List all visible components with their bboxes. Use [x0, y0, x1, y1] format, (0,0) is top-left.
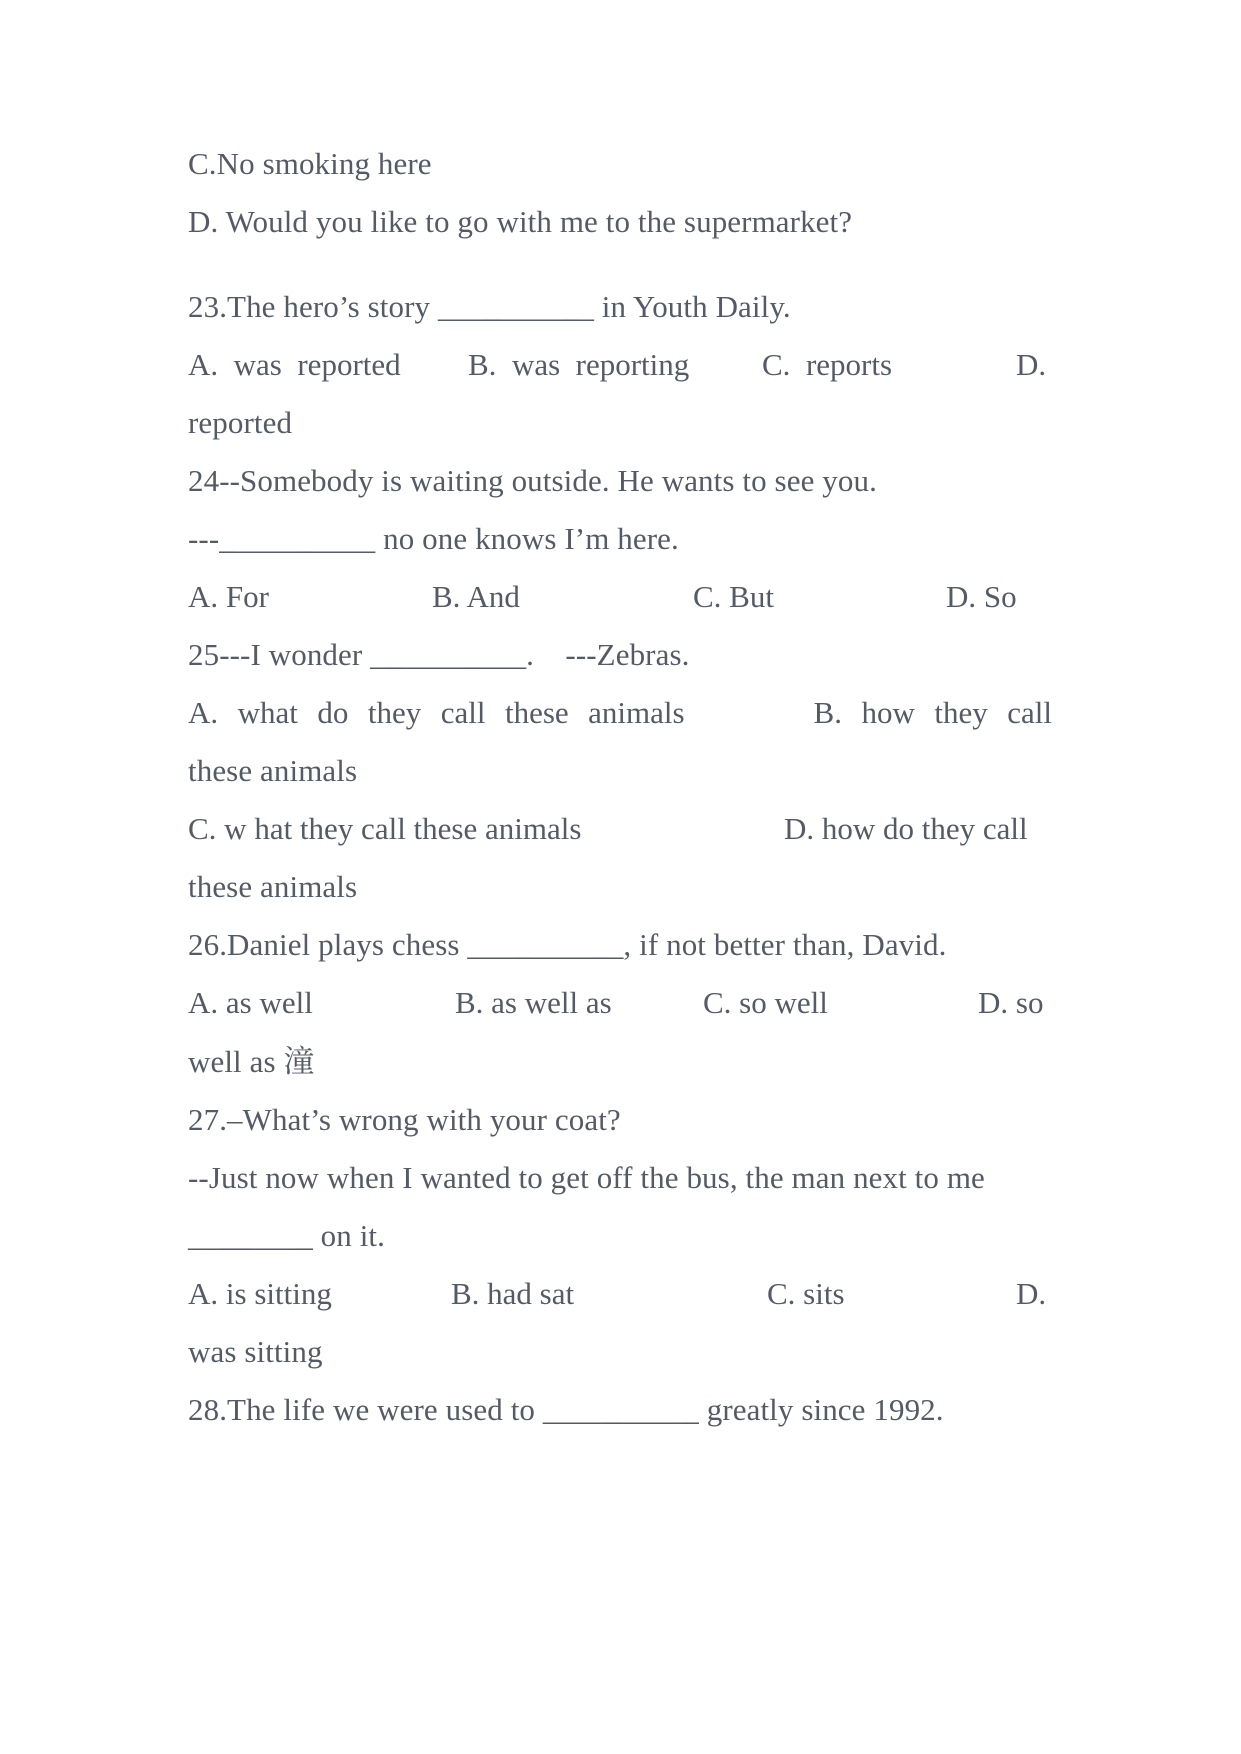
q25-a-6: these — [504, 695, 569, 730]
question-23: 23.The hero’s story __________ in Youth Daily. — [188, 289, 791, 324]
question-27-reply: --Just now when I wanted to get off the bus, the man next to me — [188, 1160, 985, 1195]
q26-option-c: C. so well — [703, 985, 828, 1020]
q27-option-d-text: was sitting — [188, 1334, 323, 1369]
q26-option-d-text: well as 潼 — [188, 1044, 315, 1079]
question-28: 28.The life we were used to __________ greatly since 1992. — [188, 1392, 944, 1427]
q23-option-b: B. was reporting — [468, 347, 690, 382]
q23-option-a: A. was reported — [188, 347, 401, 382]
q23-option-d: D. — [1016, 347, 1047, 382]
q23-option-c: C. reports — [762, 347, 893, 382]
q25-b-4: call — [1007, 695, 1052, 730]
q23-option-d-text: reported — [188, 405, 293, 440]
q27-option-c: C. sits — [767, 1276, 845, 1311]
q25-b-1: B. — [813, 695, 842, 730]
q25-a-4: they — [367, 695, 422, 730]
option-d-supermarket: D. Would you like to go with me to the supermarket? — [188, 204, 853, 239]
q25-a-7: animals — [588, 695, 685, 730]
q25-options-ab — [188, 693, 1052, 733]
q24-option-c: C. But — [693, 579, 774, 614]
option-c-no-smoking: C.No smoking here — [188, 146, 432, 181]
q26-option-b: B. as well as — [455, 985, 612, 1020]
q25-a-2: what — [237, 695, 298, 730]
q24-option-a: A. For — [188, 579, 269, 614]
q25-option-c: C. w hat they call these animals — [188, 811, 582, 846]
q25-a-5: call — [440, 695, 486, 730]
q25-option-d: D. how do they call — [784, 811, 1028, 846]
question-25: 25---I wonder __________. ---Zebras. — [188, 637, 690, 672]
q24-option-b: B. And — [432, 579, 520, 614]
q25-b-3: they — [934, 695, 988, 730]
question-24: 24--Somebody is waiting outside. He wants to see you. — [188, 463, 877, 498]
q24-option-d: D. So — [946, 579, 1017, 614]
q27-option-d: D. — [1016, 1276, 1047, 1311]
q27-option-a: A. is sitting — [188, 1276, 332, 1311]
q25-a-3: do — [317, 695, 349, 730]
question-27-reply-cont: ________ on it. — [188, 1218, 385, 1253]
question-27: 27.–What’s wrong with your coat? — [188, 1102, 621, 1137]
q25-a-1: A. — [188, 695, 219, 730]
q27-option-b: B. had sat — [451, 1276, 575, 1311]
q25-options-cd-cont: these animals — [188, 869, 358, 904]
q26-option-a: A. as well — [188, 985, 313, 1020]
q26-option-d: D. so — [978, 985, 1044, 1020]
question-26: 26.Daniel plays chess __________, if not better than, David. — [188, 927, 947, 962]
q25-options-ab-cont: these animals — [188, 753, 358, 788]
question-24-reply: ---__________ no one knows I’m here. — [188, 521, 679, 556]
q25-b-2: how — [861, 695, 915, 730]
